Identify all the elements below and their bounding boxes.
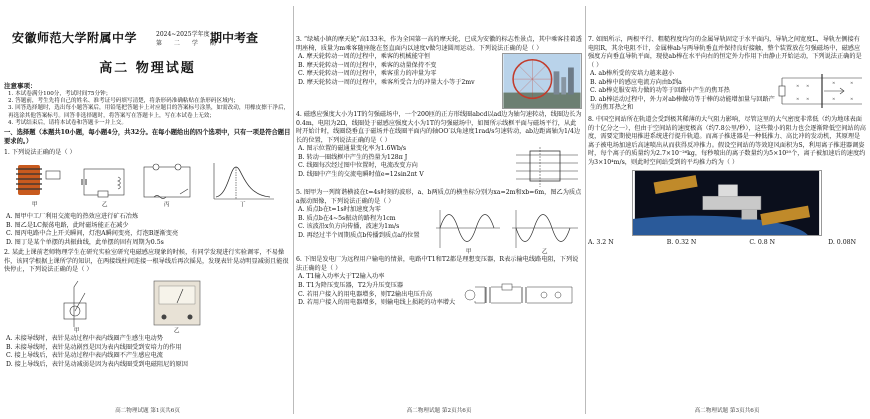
- option[interactable]: B. 质点b在4~5s振动的路程为1cm: [298, 214, 396, 222]
- option[interactable]: C. 线圈每次经过图中位置时，电流改变方向: [298, 162, 418, 170]
- meter-photo: [154, 281, 200, 325]
- question-4: [296, 111, 582, 187]
- q5-body: [296, 206, 582, 254]
- question-8: [588, 116, 866, 248]
- notice-block: [4, 82, 291, 127]
- option[interactable]: D. ab棒运动过程中，外力对ab棒做功等于棒的动能增加量与回路产生的焦耳热之和: [590, 95, 775, 112]
- question-3: [296, 36, 582, 109]
- column-page-2: [296, 0, 582, 419]
- notice-item: 1. 本试卷满分100分，考试时间75分钟；: [8, 90, 112, 97]
- transmission-diagram: [462, 273, 582, 317]
- lc-circuit: [82, 169, 124, 197]
- fig-label: 丙: [164, 202, 170, 209]
- option[interactable]: A. T1输入功率大于T2输入功率: [298, 273, 385, 281]
- option[interactable]: D. 摩天轮转动一周的过程中，乘客所受合力的冲量大小等于2mv: [298, 78, 475, 86]
- exam-header: [4, 0, 291, 60]
- q2-diagram: [4, 277, 286, 333]
- q2-figure: [4, 277, 291, 333]
- furnace-diagram: [16, 165, 60, 195]
- question-6: [296, 256, 582, 317]
- fig-label: 甲: [74, 327, 80, 333]
- q7-body: [588, 70, 866, 114]
- question-stem: 5. 图甲为一列简谐横波在t=4s时刻的波形，a、b两质点的横坐标分别为xa=2m和xb=6m，图乙为质点a振动图像，下列说法正确的是（ ）: [296, 189, 582, 205]
- option[interactable]: C. 摩天轮转动一周的过程中，乘客重力的冲量为零: [298, 70, 437, 78]
- notice-title: 注意事项：: [4, 81, 37, 90]
- question-stem: 7. 如图所示，两根平行、粗糙程度均匀的金属导轨固定于水平面内，导轨之间宽度L，导轨左侧接有电阻R，其余电阻不计，金属棒ab与两导轨垂直并保持良好接触，整个装置放在匀强磁场中，磁感应强度方向垂直导轨平面，现使ab棒在水平向右的恒定外力作用下由静止开始运动，下列说法正确的是（ ）: [588, 36, 862, 69]
- question-7: [588, 36, 866, 114]
- lamp-circuit: [144, 164, 190, 199]
- page-footer: 高二物理试题 第1页共6页: [115, 408, 180, 415]
- ferris-wheel-photo: [502, 53, 582, 109]
- q1-figure: [4, 159, 291, 211]
- page-footer: 高二物理试题 第2页共6页: [406, 408, 472, 415]
- svg-text:×: ×: [796, 96, 800, 102]
- option[interactable]: D. 0.08N: [828, 239, 856, 247]
- question-1: [4, 149, 291, 248]
- column-divider: [585, 6, 586, 414]
- q8-options: [588, 239, 866, 248]
- option[interactable]: A. 未接导线时，表针晃动过程中表内线圈产生感生电动势: [6, 334, 163, 342]
- q4-options: [296, 145, 512, 187]
- svg-text:×: ×: [832, 80, 836, 86]
- option[interactable]: B. 转动一圈线框中产生的热量为128π J: [298, 153, 408, 161]
- option[interactable]: B. 图乙是LC振荡电路，此时磁场能正在减少: [6, 221, 129, 229]
- option[interactable]: B. 0.32 N: [666, 239, 697, 247]
- svg-text:×: ×: [796, 83, 800, 89]
- notice-item: 4. 考试结束后，请将本试卷和答题卡一并上交。: [8, 119, 127, 126]
- question-stem: 6. 下图是发电厂为远程用户输电的情景，电路中T1和T2都是理想变压器，R表示输电线路电阻，下列说法正确的是（ ）: [296, 256, 579, 272]
- option[interactable]: C. ab棒克服安培力做的功等于回路中产生的焦耳热: [590, 87, 730, 95]
- resonance-curve: [214, 163, 274, 199]
- notice-item: 2. 答题前，考生先将自己的姓名、准考证号码填写清楚，将条形码准确粘贴在条形码区域内；: [8, 98, 239, 105]
- section-heading: 一、选择题（本题共10小题，每小题4分，共32分。在每小题给出的四个选项中，只有一项是符合题目要求的。）: [4, 129, 291, 145]
- fig-label: 乙: [102, 202, 108, 209]
- column-divider: [293, 6, 294, 414]
- question-stem: 3. “绿城小镇的摩天轮”高133米，作为全国第一高的摩天轮，已成为安徽的标志性景点，其中乘客挂着透明座椅，质量为m乘客随座舱在竖直面内以速度v做匀速圆周运动。下列说法正确的是（ ）: [296, 36, 582, 52]
- wave-graphs: [432, 206, 582, 254]
- option[interactable]: D. 接上导线后，表针晃动减弱是因为表内线圈受到电磁阻尼的原因: [6, 360, 188, 368]
- option[interactable]: A. ab棒所受的安培力越来越小: [590, 70, 675, 78]
- question-stem: 1. 下列说法正确的是（ ）: [4, 148, 76, 156]
- option[interactable]: B. T1为降压变压器，T2为升压变压器: [298, 282, 404, 290]
- meter-internal-diagram: [64, 281, 86, 327]
- option[interactable]: D. 线圈中产生的交流电瞬时值e=12sin2πt V: [298, 170, 424, 178]
- svg-text:×: ×: [806, 83, 810, 89]
- option[interactable]: C. 图丙电路中合上开关瞬间，灯泡A瞬间变亮，灯泡B逐渐变亮: [6, 230, 179, 238]
- option[interactable]: C. 该波沿x负方向传播，波速为1m/s: [298, 223, 400, 231]
- option[interactable]: D. 再经过半个周期质点b传播到质点a的位置: [298, 232, 420, 240]
- svg-text:×: ×: [850, 80, 854, 86]
- option[interactable]: B. 摩天轮转动一周的过程中，乘客的动量保持不变: [298, 61, 437, 69]
- svg-text:×: ×: [806, 96, 810, 102]
- school-year: 2024~2025学年度: [156, 31, 210, 38]
- question-5: [296, 189, 582, 254]
- q5-options: [296, 206, 432, 254]
- q7-options: [588, 70, 776, 114]
- q4-body: [296, 145, 582, 187]
- rail-diagram: [776, 70, 866, 114]
- option[interactable]: B. 未接导线时，表针晃动剧烈是因为表内线圈受到安培力的作用: [6, 343, 182, 351]
- option[interactable]: B. ab棒中的感应电流方向由b到a: [590, 78, 682, 86]
- subject-title: 高二 物理试题: [99, 61, 196, 76]
- q1-diagram: [4, 159, 286, 211]
- option[interactable]: D. 若用户接入的用电器增多，则输电线上损耗的功率增大: [298, 299, 456, 307]
- page-footer: 高二物理试题 第3页共6页: [694, 408, 760, 415]
- question-stem: 4. 磁感应强度大小为1T的匀强磁场中，一个200匝的正方形线圈abcd以ad边为轴匀速转动，线圈边长为0.4m，电阻为2Ω，线圈处于磁感应强度大小为1T的匀强磁场中，如图所示线框平面与磁场平行，从此时开始计时，线圈绕垂直于磁场并在线圈平面内的轴OO′以角速度1rad/s匀速转动，ab边距离轴为1/4边长的位置，下列说法正确的是（ ）: [296, 111, 582, 144]
- column-page-1: [4, 0, 291, 419]
- option[interactable]: A. 质点b在t=1s时加速度为零: [298, 206, 381, 214]
- option[interactable]: C. 接上导线后，表针晃动过程中表内线圈不产生感应电流: [6, 352, 163, 360]
- q3-body: [296, 53, 582, 109]
- semester: 第 二 学 期: [156, 40, 221, 47]
- school-name: 安徽师范大学附属中学: [12, 31, 138, 45]
- option[interactable]: C. 若用户接入的用电器增多，则T2输出电压升高: [298, 290, 433, 298]
- column-page-3: [588, 0, 866, 419]
- question-2: [4, 249, 291, 369]
- option[interactable]: A. 3.2 N: [588, 239, 614, 247]
- fig-label: 丁: [240, 202, 246, 209]
- fig-label: 甲: [32, 202, 38, 209]
- question-stem: 2. 某此上课前老师物理学生在研究实验室研究电磁感应现象的时候，有同学发现进行实验调零，不易操作，该同学根据上课所学的知识，在两接线柱间连接一根导线后再次摇晃，发现表针晃动明显减弱且能很快停止，下列说法正确的是（ ）: [4, 249, 289, 274]
- option[interactable]: C. 0.8 N: [749, 239, 776, 247]
- q3-options: [296, 53, 502, 109]
- svg-text:×: ×: [850, 96, 854, 102]
- coil-in-field-diagram: [512, 145, 582, 187]
- option[interactable]: A. 摩天轮转动一周的过程中，乘客的机械能守恒: [298, 53, 431, 61]
- notice-item: 3. 回答选择题时，选出每小题答案后，用铅笔把答题卡上对应题目的答案标号涂黑，如需改动，用橡皮擦干净后，再选涂其他答案标号。回答非选择题时，将答案写在答题卡上，写在本试卷上无效；: [8, 105, 290, 119]
- space-station-photo: [632, 170, 822, 236]
- q6-options: [296, 273, 462, 317]
- option[interactable]: A. 图甲中工厂利用交流电的热效应进行矿石冶炼: [6, 213, 139, 221]
- fig-label: 乙: [174, 327, 180, 333]
- option[interactable]: D. 图丁是某个单摆的共振曲线，此单摆的固有周期为0.5s: [6, 238, 164, 246]
- q6-body: [296, 273, 582, 317]
- option[interactable]: A. 图示位置的磁通量变化率为1.6Wb/s: [298, 145, 407, 153]
- fig-label: 甲: [466, 249, 472, 255]
- svg-text:×: ×: [832, 96, 836, 102]
- question-stem: 8. 中国空间站所在轨道会受到极其稀薄的大气阻力影响，尽管这里的大气密度非常低（约为地球表面的十亿分之一），但由于空间站的速度极高（约7.8公里/秒），这些微小的阻力也会逐渐降低空间站的高度，需要定期使用推进系统进行提升轨道。而离子推进器是一种低推力、高比冲的发动机，其原理是离子被电场加速后高速喷出从而获得反冲推力。假设空间站的等效迎风面积为S，利用离子推进器调姿时，每个离子的质量约为2.7×10⁻²⁶kg，每秒喷出的离子数量约为5×10²⁰个，离子被加速后的速度约为3×10⁴m/s，则此时空间站受到的平均推力约为（ ）: [588, 116, 866, 166]
- fig-label: 乙: [542, 249, 548, 255]
- exam-name: 期中考查: [210, 31, 259, 45]
